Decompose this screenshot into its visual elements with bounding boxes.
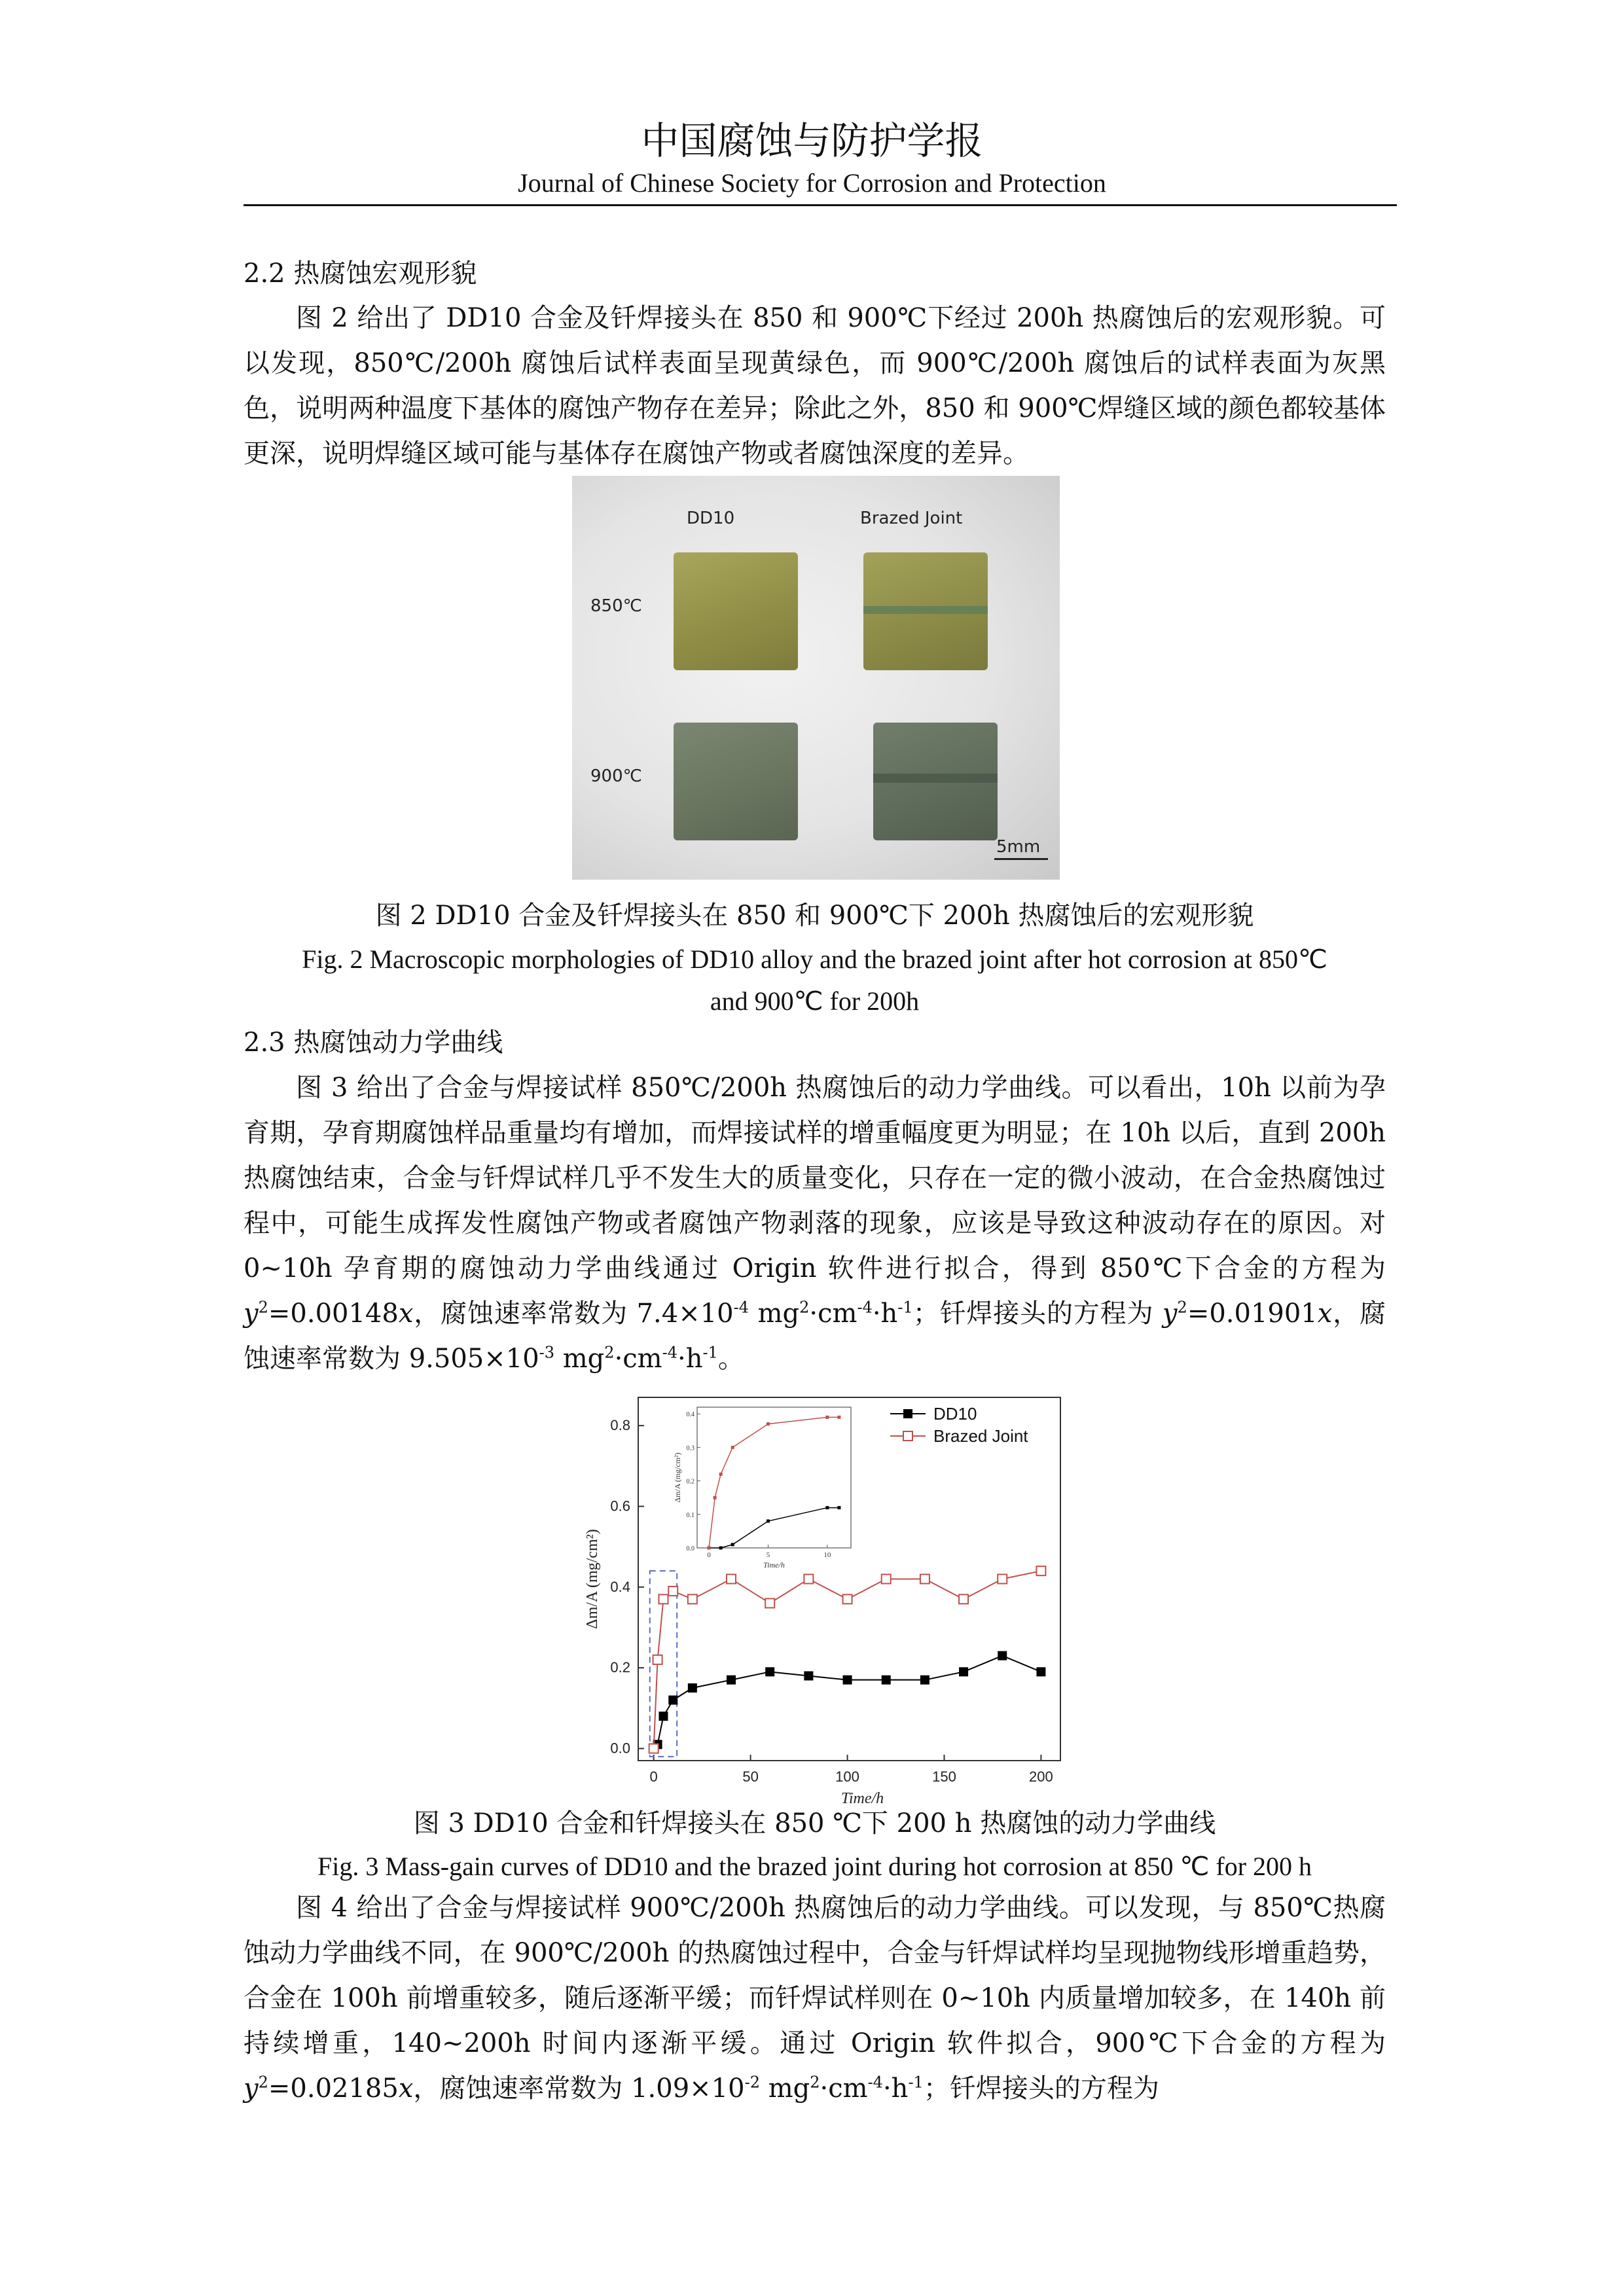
y-tick-label: 0.6: [610, 1498, 630, 1515]
data-point: [765, 1667, 774, 1676]
y-axis-label: Δm/A (mg/cm²): [584, 1529, 601, 1629]
inset-y-tick-label: 0.1: [686, 1511, 695, 1519]
label-brazed-joint: Brazed Joint: [860, 509, 963, 528]
data-point: [998, 1575, 1007, 1584]
data-point: [998, 1651, 1007, 1660]
data-point: [659, 1594, 668, 1604]
inset-data-point: [837, 1506, 840, 1509]
data-point: [920, 1575, 929, 1584]
label-850c: 850℃: [590, 596, 642, 616]
data-point: [659, 1712, 668, 1721]
journal-title-zh: 中国腐蚀与防护学报: [641, 118, 983, 163]
paragraph-2-3: 图 3 给出了合金与焊接试样 850℃/200h 热腐蚀后的动力学曲线。可以看出，10h 以前为孕育期，孕育期腐蚀样品重量均有增加，而焊接试样的增重幅度更为明显；在 10h 以后，直到 200h 热腐蚀结束，合金与钎焊试样几乎不发生大的质量变化，只存在一定的微小波动，在合金热腐蚀过程中，可能生成挥发性腐蚀产物或者腐蚀产物剥落的现象，应该是导致这种波动存在的原因。对 0~10h 孕育期的腐蚀动力学曲线通过 Origin 软件进行拟合，得到 850℃下合金的方程为 $y^2=0.00148x$，腐蚀速率常数为 $7.4\times 10^{-4}$ $mg^2\cdot cm^{-4}\cdot h^{-1}$；钎焊接头的方程为 $y^2=0.01901x$，腐蚀速率常数为 $9.505\times 10^{-3}$ $mg^2\cdot cm^{-4}\cdot h^{-1}$。: [244, 1073, 1386, 1374]
data-point: [843, 1594, 852, 1604]
x-tick-label: 150: [932, 1768, 956, 1785]
figure-3-caption-en: Fig. 3 Mass-gain curves of DD10 and the brazed joint during hot corrosion at 850 ℃ for 200 h: [317, 1852, 1312, 1881]
sample-brazed-900: [873, 723, 998, 840]
inset-y-tick-label: 0.3: [686, 1444, 695, 1452]
data-point: [882, 1676, 891, 1685]
x-tick-label: 50: [742, 1768, 759, 1785]
section-heading-2-3: 2.3 热腐蚀动力学曲线: [244, 1028, 503, 1058]
scale-label: 5mm: [996, 837, 1041, 857]
data-point: [688, 1683, 697, 1693]
inset-data-point: [825, 1506, 829, 1509]
inset-x-tick-label: 0: [707, 1551, 711, 1559]
data-point: [649, 1744, 659, 1753]
series-line-dd10: [654, 1656, 1041, 1749]
inset-y-tick-label: 0.0: [686, 1545, 695, 1552]
paragraph-fig4: 图 4 给出了合金与焊接试样 900℃/200h 热腐蚀后的动力学曲线。可以发现，与 850℃热腐蚀动力学曲线不同，在 900℃/200h 的热腐蚀过程中，合金与钎焊试样均呈现抛物线形增重趋势，合金在 100h 前增重较多，随后逐渐平缓；而钎焊试样则在 0~10h 内质量增加较多，在 140h 前持续增重，140~200h 时间内逐渐平缓。通过 Origin 软件拟合，900℃下合金的方程为 $y^2=0.02185x$，腐蚀速率常数为 $1.09\times 10^{-2}$ $mg^2\cdot cm^{-4}\cdot h^{-1}$；钎焊接头的方程为: [244, 1893, 1386, 2104]
inset-y-axis-label: Δm/A (mg/cm²): [673, 1452, 682, 1503]
inset-data-point: [708, 1547, 711, 1550]
inset-data-point: [767, 1422, 770, 1426]
data-point: [804, 1672, 813, 1681]
legend-marker: [903, 1409, 912, 1418]
inset-x-tick-label: 10: [823, 1551, 831, 1559]
inset-x-axis-label: Time/h: [763, 1560, 785, 1570]
section-heading-2-2: 2.2 热腐蚀宏观形貌: [244, 259, 477, 289]
data-point: [882, 1575, 891, 1584]
journal-title-en: Journal of Chinese Society for Corrosion and Protection: [518, 168, 1106, 198]
sample-brazed-850: [863, 552, 988, 670]
data-point: [727, 1575, 736, 1584]
figure-2-photo: [572, 476, 1060, 880]
inset-x-tick-label: 5: [766, 1551, 770, 1559]
data-point: [1036, 1566, 1045, 1575]
y-tick-label: 0.2: [610, 1659, 630, 1676]
paragraph-2-2: 图 2 给出了 DD10 合金及钎焊接头在 850 和 900℃下经过 200h 热腐蚀后的宏观形貌。可以发现，850℃/200h 腐蚀后试样表面呈现黄绿色，而 900℃/200h 腐蚀后的试样表面为灰黑色，说明两种温度下基体的腐蚀产物存在差异；除此之外，850 和 900℃焊缝区域的颜色都较基体更深，说明焊缝区域可能与基体存在腐蚀产物或者腐蚀深度的差异。: [244, 303, 1386, 469]
sample-dd10-850: [674, 552, 798, 670]
x-tick-label: 0: [649, 1768, 658, 1785]
data-point: [959, 1667, 968, 1676]
inset-data-point: [731, 1446, 734, 1449]
data-point: [668, 1696, 677, 1705]
inset-data-point: [713, 1496, 717, 1499]
figure-2-caption-en-1: Fig. 2 Macroscopic morphologies of DD10 alloy and the brazed joint after hot corrosion at 850℃: [302, 944, 1327, 974]
data-point: [765, 1599, 774, 1608]
data-point: [727, 1676, 736, 1685]
x-tick-label: 200: [1029, 1768, 1053, 1785]
mass-gain-chart: [576, 1371, 1074, 1803]
inset-data-point: [719, 1473, 723, 1476]
inset-data-point: [731, 1543, 734, 1546]
data-point: [668, 1587, 677, 1596]
data-point: [959, 1594, 968, 1604]
label-dd10: DD10: [687, 509, 735, 528]
inset-data-point: [767, 1520, 770, 1523]
weld-seam: [863, 606, 988, 614]
data-point: [804, 1575, 813, 1584]
scale-bar: [994, 858, 1048, 860]
data-point: [688, 1594, 697, 1604]
y-tick-label: 0.0: [610, 1740, 630, 1757]
data-point: [843, 1676, 852, 1685]
y-tick-label: 0.4: [610, 1578, 630, 1595]
data-point: [1036, 1667, 1045, 1676]
inset-y-tick-label: 0.2: [686, 1478, 695, 1486]
x-axis-label: Time/h: [840, 1790, 884, 1803]
figure-2-caption-en-2: and 900℃ for 200h: [710, 986, 920, 1016]
x-tick-label: 100: [835, 1768, 859, 1785]
sample-dd10-900: [674, 723, 798, 840]
figure-3-chart: [576, 1371, 1074, 1803]
legend-label: DD10: [933, 1404, 977, 1424]
figure-3-caption-zh: 图 3 DD10 合金和钎焊接头在 850 ℃下 200 h 热腐蚀的动力学曲线: [413, 1808, 1216, 1839]
weld-seam: [873, 774, 998, 783]
inset-data-point: [825, 1416, 829, 1419]
legend-label: Brazed Joint: [933, 1426, 1028, 1446]
y-tick-label: 0.8: [610, 1417, 630, 1434]
data-point: [920, 1676, 929, 1685]
inset-data-point: [719, 1547, 723, 1550]
figure-2-caption-zh: 图 2 DD10 合金及钎焊接头在 850 和 900℃下 200h 热腐蚀后的宏观形貌: [375, 901, 1254, 931]
data-point: [653, 1655, 662, 1664]
header-rule: [244, 204, 1397, 206]
legend-marker: [903, 1431, 912, 1441]
inset-data-point: [837, 1416, 840, 1419]
inset-y-tick-label: 0.4: [686, 1411, 695, 1419]
label-900c: 900℃: [590, 766, 642, 786]
